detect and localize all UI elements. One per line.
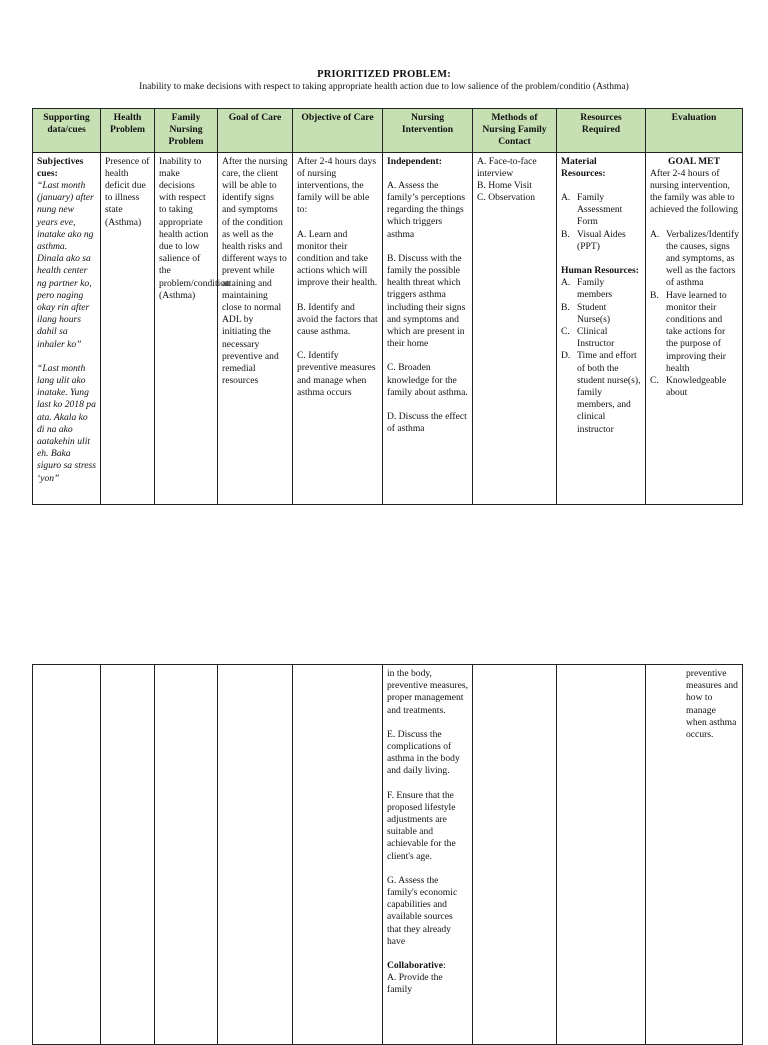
health-problem-cell: [101, 665, 155, 1045]
subjective-cue-quote: “Last month (january) after nung new years eve, inatake ako ng asthma. Dinala ako sa health center ng partner ko, pero naging okay rin after ilang hours dahil sa inhaler ko”: [37, 180, 94, 350]
methods-of-contact-cell: [473, 152, 557, 504]
method-item: B. Home Visit: [477, 180, 532, 192]
intervention-item: F. Ensure that the proposed lifestyle adjustments are suitable and achievable for the client's age.: [387, 789, 456, 862]
intervention-item: E. Discuss the complications of asthma in the body and daily living.: [387, 728, 460, 777]
nursing-intervention-cell: [383, 152, 473, 504]
nursing-intervention-cell: [383, 665, 473, 1045]
family-nursing-problem-cell: [155, 665, 218, 1045]
supporting-data-cell: [33, 152, 101, 504]
list-item: A. Family Assessment Form: [561, 192, 623, 228]
goal-of-care-cell: After the nursing care, the client will be able to identify signs and symptoms of the condition as well as the health risks and different ways to prevent while attaining and maintaining close to normal ADL by initiating the necessary preventive and remedial resources: [218, 152, 293, 504]
prioritized-problem-statement: Inability to make decisions with respect to taking appropriate health action due to low salience of the problem/conditio (Asthma): [139, 82, 629, 92]
supporting-data-cell: [33, 665, 101, 1045]
resources-required-cell: [557, 665, 646, 1045]
nursing-care-plan-table-continued: [32, 664, 743, 1045]
human-resources-list: [561, 277, 641, 436]
list-item: B. Student Nurse(s): [561, 301, 611, 325]
list-item: B. Have learned to monitor their conditions and take actions for the purpose of improving their health: [650, 289, 727, 374]
health-problem-cell: Presence of health deficit due to illness state (Asthma): [101, 152, 155, 504]
independent-heading: Independent:: [387, 155, 442, 167]
intervention-item: C. Broaden knowledge for the family about asthma.: [387, 362, 468, 398]
resources-required-cell: [557, 152, 646, 504]
intervention-item: B. Discuss with the family the possible health threat which triggers asthma including their signs and symptoms and which are present in their home: [387, 252, 466, 350]
material-resources-heading: Material Resources:: [561, 155, 606, 179]
list-item: D. Time and effort of both the student nurse(s), family members, and clinical instructor: [561, 350, 641, 435]
list-item: C. Knowledgeable about: [650, 375, 727, 399]
nursing-care-plan-table: [32, 108, 743, 505]
list-item: A. Verbalizes/Identify the causes, signs and symptoms, as well as the factors of asthma: [650, 228, 739, 289]
goal-of-care-cell: [218, 665, 293, 1045]
table-header-row: [33, 109, 743, 153]
subjective-cue-quote: “Last month lang ulit ako inatake. Yung last ko 2018 pa ata. Akala ko di na ako aatakehin ulit eh. Baka siguro sa stress ‘yon”: [37, 362, 96, 484]
method-item: C. Observation: [477, 192, 536, 204]
evaluation-cell: [646, 152, 743, 504]
intervention-item: G. Assess the family's economic capabilities and available sources that they already have: [387, 874, 458, 947]
goal-met-label: GOAL MET: [668, 155, 720, 167]
evaluation-intro: After 2-4 hours of nursing intervention, the family was able to achieved the following: [650, 167, 738, 216]
objective-of-care-cell: [293, 665, 383, 1045]
header-evaluation: Evaluation: [646, 109, 743, 153]
page-title: PRIORITIZED PROBLEM:: [317, 69, 451, 80]
header-methods-of-contact: Methods of Nursing Family Contact: [473, 109, 557, 153]
intervention-item: in the body, preventive measures, proper management and treatments.: [387, 668, 468, 716]
objective-of-care-cell: [293, 152, 383, 504]
evaluation-cell: [646, 665, 743, 1045]
table-row: [33, 152, 743, 504]
header-supporting-data: Supporting data/cues: [33, 109, 101, 153]
method-item: A. Face-to-face interview: [477, 155, 537, 179]
subjective-cues-heading: Subjectives cues:: [37, 155, 84, 179]
methods-of-contact-cell: [473, 665, 557, 1045]
header-objective-of-care: Objective of Care: [293, 109, 383, 153]
intervention-item: D. Discuss the effect of asthma: [387, 411, 467, 435]
objective-item: C. Identify preventive measures and manage when asthma occurs: [297, 350, 376, 398]
list-item: A. Family members: [561, 277, 613, 301]
collaborative-heading: Collaborative:: [387, 960, 446, 972]
objective-intro: After 2-4 hours days of nursing interventions, the family will be able to:: [297, 155, 377, 216]
list-item: B. Visual Aides (PPT): [561, 228, 626, 252]
family-nursing-problem-cell: Inability to make decisions with respect to taking appropriate health action due to low salience of the problem/condition (Asthma): [155, 152, 218, 504]
header-family-nursing-problem: Family Nursing Problem: [155, 109, 218, 153]
human-resources-heading: Human Resources:: [561, 265, 639, 277]
header-health-problem: Health Problem: [101, 109, 155, 153]
evaluation-continued: preventive measures and how to manage when asthma occurs.: [686, 668, 738, 741]
objective-item: A. Learn and monitor their condition and take actions which will improve their health.: [297, 228, 378, 289]
table-row: [33, 665, 743, 1045]
header-resources-required: Resources Required: [557, 109, 646, 153]
material-resources-list: [561, 192, 641, 253]
header-nursing-intervention: Nursing Intervention: [383, 109, 473, 153]
intervention-item: A. Provide the family: [387, 972, 443, 996]
list-item: C. Clinical Instructor: [561, 326, 615, 350]
header-goal-of-care: Goal of Care: [218, 109, 293, 153]
objective-item: B. Identify and avoid the factors that cause asthma.: [297, 301, 378, 338]
intervention-item: A. Assess the family’s perceptions regarding the things which triggers asthma: [387, 179, 466, 240]
evaluation-list: [650, 229, 738, 400]
